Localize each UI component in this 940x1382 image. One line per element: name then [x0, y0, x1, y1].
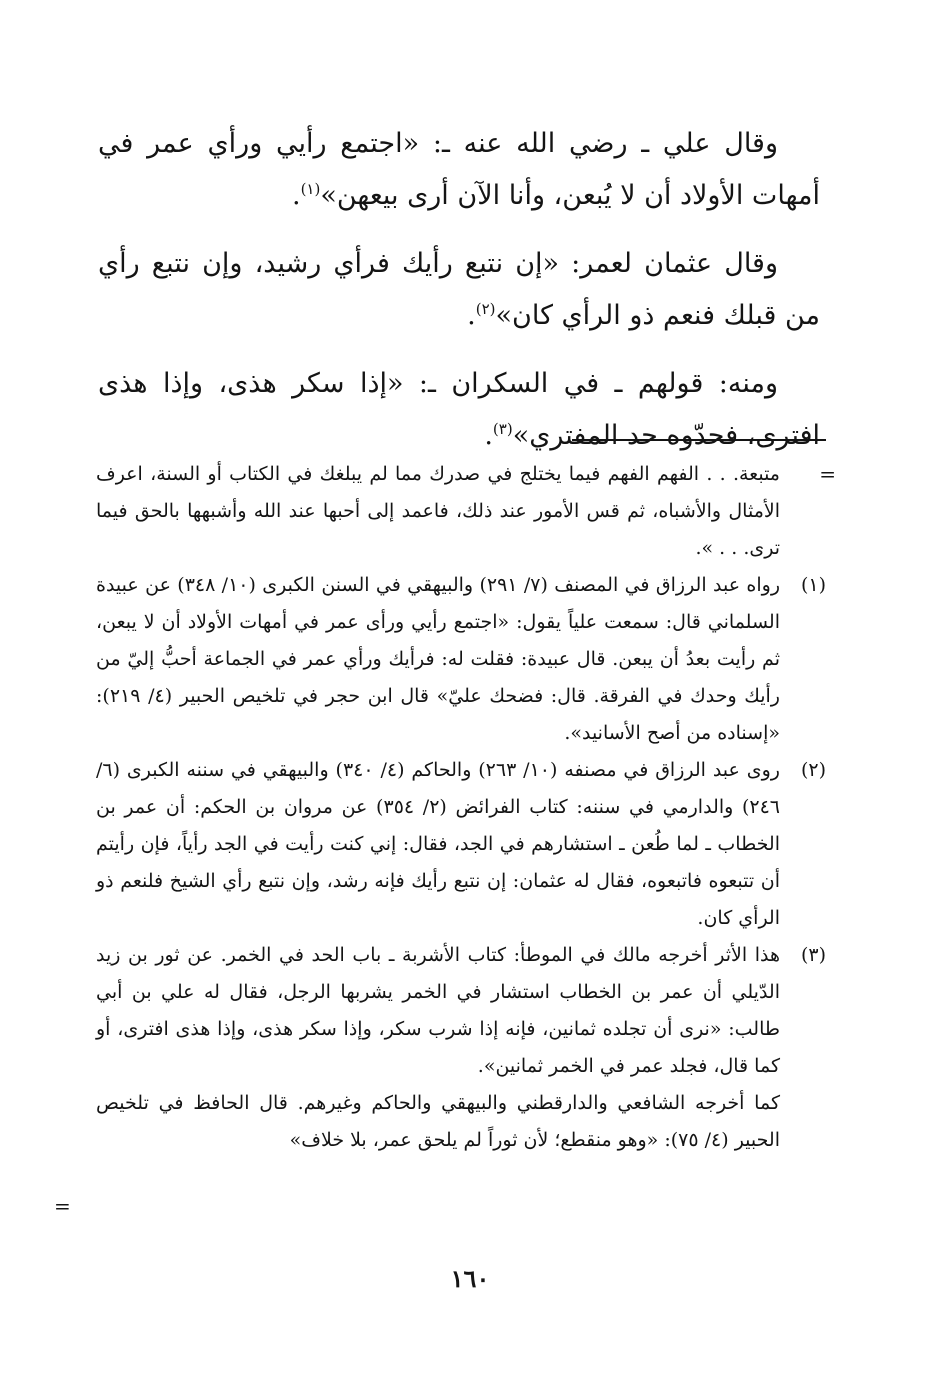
footnotes [96, 456, 826, 1159]
footnote-text: كما أخرجه الشافعي والدارقطني والبيهقي والحاكم وغيرهم. قال الحافظ في تلخيص الحبير (٤/ ٧٥): «وهو منقطع؛ لأن ثوراً لم يلحق عمر، بلا خلاف» [96, 1092, 780, 1151]
footnote-marker: (٣) [800, 944, 826, 966]
footnote-3-continued [96, 1085, 826, 1159]
footnote-3 [96, 937, 826, 1085]
continued-next-page-mark: = [54, 1194, 71, 1218]
footnote-marker: (٢) [800, 759, 826, 781]
footnote-ref[interactable]: (٢) [475, 300, 496, 318]
main-paragraph: وقال عثمان لعمر: «إن نتبع رأيك فرأي رشيد، وإن نتبع رأي من قبلك فنعم ذو الرأي كان»$^{(٢)}$. [98, 248, 820, 331]
footnote-text: رواه عبد الرزاق في المصنف (٧/ ٢٩١) والبيهقي في السنن الكبرى (١٠/ ٣٤٨) عن عبيدة السلماني قال: سمعت علياً يقول: «اجتمع رأيي ورأى عمر في أمهات الأولاد أن لا يبعن، ثم رأيت بعدُ أن يبعن. قال عبيدة: فقلت له: فرأيك ورأي عمر في الجماعة أحبُّ إليّ من رأيك وحدك في الفرقة. قال: فضحك عليّ» قال ابن حجر في تلخيص الحبير (٤/ ٢١٩): «إسناده من أصح الأسانيد». [96, 574, 780, 744]
footnote-text: هذا الأثر أخرجه مالك في الموطأ: كتاب الأشربة ـ باب الحد في الخمر. عن ثور بن زيد الدّيلي أن عمر بن الخطاب استشار في الخمر يشربها الرجل، فقال له علي بن أبي طالب: «نرى أن تجلده ثمانين، فإنه إذا شرب سكر، وإذا سكر هذى، وإذا هذى افترى، أو كما قال، فجلد عمر في الخمر ثمانين». [96, 944, 780, 1077]
main-text [98, 118, 820, 478]
paragraph-text: ومنه: قولهم ـ في السكران ـ: «إذا سكر هذى، وإذا هذى افترى، فحدّوه حد المفتري» [98, 368, 820, 451]
page-number: ١٦٠ [450, 1264, 490, 1293]
paragraph-text: وقال عثمان لعمر: «إن نتبع رأيك فرأي رشيد، وإن نتبع رأي من قبلك فنعم ذو الرأي كان» [98, 248, 820, 331]
paragraph-text: وقال علي ـ رضي الله عنه ـ: «اجتمع رأيي ورأي عمر في أمهات الأولاد أن لا يُبعن، وأنا الآن أرى بيعهن» [98, 128, 820, 211]
main-paragraph: وقال علي ـ رضي الله عنه ـ: «اجتمع رأيي ورأي عمر في أمهات الأولاد أن لا يُبعن، وأنا الآن أرى بيعهن»$^{(١)}$. [98, 128, 820, 211]
footnote-text: روى عبد الرزاق في مصنفه (١٠/ ٢٦٣) والحاكم (٤/ ٣٤٠) والبيهقي في سننه الكبرى (٦/ ٢٤٦) والدارمي في سننه: كتاب الفرائض (٢/ ٣٥٤) عن مروان بن الحكم: أن عمر بن الخطاب ـ لما طُعن ـ استشارهم في الجد، فقال: إني كنت رأيت في الجد رأياً، فإن رأيتم أن تتبعوه فاتبعوه، فقال له عثمان: إن نتبع رأيك فإنه رشد، وإن نتبع رأي الشيخ فلنعم ذو الرأي كان. [96, 759, 781, 929]
footnote-ref[interactable]: (١) [300, 180, 321, 198]
footnote-continuation: متبعة. . . الفهم الفهم فيما يختلج في صدرك مما لم يبلغك في الكتاب أو السنة، اعرف الأمثال والأشباه، ثم قس الأمور عند ذلك، فاعمد إلى أحبها عند الله وأشبهها بالحق فيما ترى. . . ». [96, 463, 780, 559]
footnote-2 [96, 752, 826, 937]
footnote-1 [96, 567, 826, 752]
footnote-separator [572, 439, 826, 441]
footnote-marker: (١) [800, 574, 826, 596]
continuation-mark: = [819, 462, 836, 486]
footnote-ref[interactable]: (٣) [492, 420, 513, 438]
main-paragraph: ومنه: قولهم ـ في السكران ـ: «إذا سكر هذى، وإذا هذى افترى، فحدّوه حد المفتري»$^{(٣)}$. [98, 368, 820, 451]
